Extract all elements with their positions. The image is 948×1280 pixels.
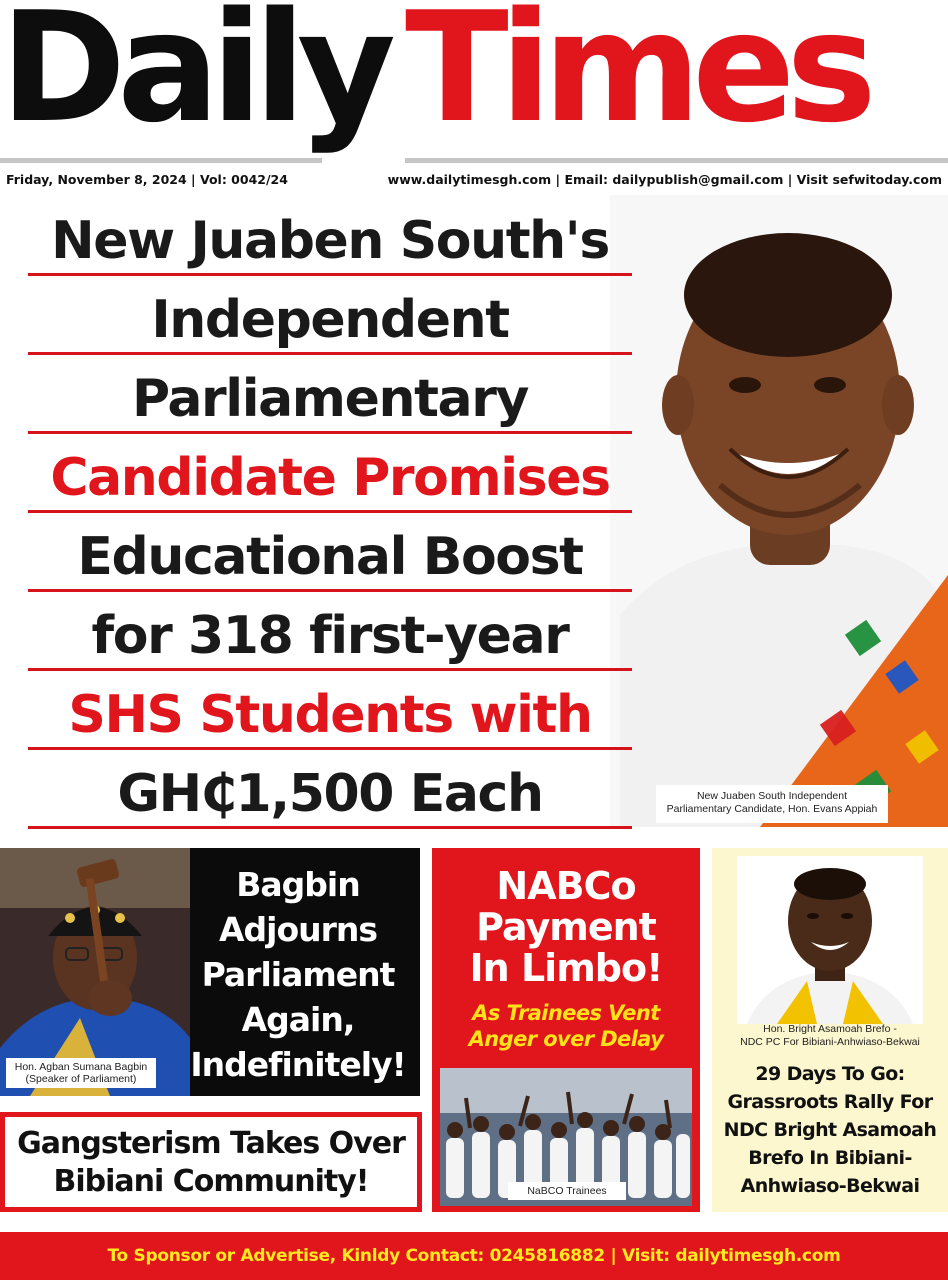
caption-line: Hon. Agban Sumana Bagbin [14, 1061, 148, 1073]
nabco-photo-caption: NaBCO Trainees [508, 1182, 626, 1200]
issue-date-volume: Friday, November 8, 2024 | Vol: 0042/24 [6, 172, 288, 187]
caption-line: New Juaben South Independent [696, 790, 848, 802]
bagbin-photo-caption [6, 1058, 156, 1088]
ndc-rally-headline [712, 1060, 948, 1200]
ndc-rally-story[interactable] [712, 848, 948, 1212]
nabco-subheadline [432, 1000, 700, 1052]
bagbin-story[interactable] [0, 848, 420, 1096]
ndc-candidate-portrait [737, 856, 923, 1024]
headline-line: Parliamentary [0, 365, 660, 444]
headline-line: Grassroots Rally For [727, 1091, 933, 1113]
masthead [0, 0, 948, 168]
headline-line: Brefo In Bibiani- [748, 1147, 912, 1169]
gangsterism-headline [5, 1125, 417, 1201]
gangsterism-story[interactable] [0, 1112, 422, 1212]
headline-line: Independent [0, 286, 660, 365]
headline-line: Gangsterism Takes Over [17, 1126, 405, 1161]
headline-line: In Limbo! [469, 946, 663, 990]
newspaper-logo [0, 0, 868, 156]
headline-line: GH₵1,500 Each [0, 760, 660, 839]
candidate-portrait-illustration [610, 195, 948, 827]
logo-word-daily: Daily [0, 0, 388, 156]
headline-line: New Juaben South's [0, 207, 660, 286]
headline-line: Indefinitely! [190, 1045, 406, 1084]
advertise-contact-text[interactable]: To Sponsor or Advertise, Kinldy Contact: 0245816882 | Visit: dailytimesgh.com [107, 1246, 841, 1266]
info-bar [0, 172, 948, 192]
masthead-rule-left [0, 158, 322, 163]
headline-line: NABCo [496, 864, 636, 908]
logo-word-times: Times [405, 0, 868, 156]
headline-line: Candidate Promises [0, 444, 660, 523]
headline-line: Bibiani Community! [53, 1164, 369, 1199]
nabco-headline [432, 866, 700, 989]
headline-line: Educational Boost [0, 523, 660, 602]
bagbin-headline [178, 862, 418, 1087]
lead-candidate-photo [610, 195, 948, 827]
ndc-photo-caption [712, 1023, 948, 1049]
advertise-footer [0, 1232, 948, 1280]
headline-line: Payment [476, 905, 656, 949]
ndc-candidate-photo [737, 856, 923, 1024]
caption-line: Parliamentary Candidate, Hon. Evans Appiah [666, 803, 878, 815]
caption-line: NDC PC For Bibiani-Anhwiaso-Bekwai [740, 1036, 920, 1048]
subhead-line: As Trainees Vent [472, 1001, 660, 1025]
headline-line: Parliament [201, 955, 395, 994]
headline-line: NDC Bright Asamoah [723, 1119, 937, 1141]
headline-line: Bagbin [236, 865, 360, 904]
headline-line: Adjourns [218, 910, 378, 949]
lead-headline [0, 207, 660, 839]
headline-line: for 318 first-year [0, 602, 660, 681]
masthead-rule-right [405, 158, 948, 163]
headline-line: Again, [241, 1000, 355, 1039]
headline-line: SHS Students with [0, 681, 660, 760]
headline-line: 29 Days To Go: [755, 1063, 905, 1085]
lead-photo-caption [656, 785, 888, 823]
lead-story [0, 195, 948, 827]
caption-line: Hon. Bright Asamoah Brefo - [763, 1023, 897, 1035]
subhead-line: Anger over Delay [468, 1027, 664, 1051]
caption-line: (Speaker of Parliament) [25, 1073, 137, 1085]
nabco-story[interactable] [432, 848, 700, 1212]
contact-links[interactable]: www.dailytimesgh.com | Email: dailypublish@gmail.com | Visit sefwitoday.com [387, 172, 942, 187]
headline-line: Anhwiaso-Bekwai [740, 1175, 920, 1197]
